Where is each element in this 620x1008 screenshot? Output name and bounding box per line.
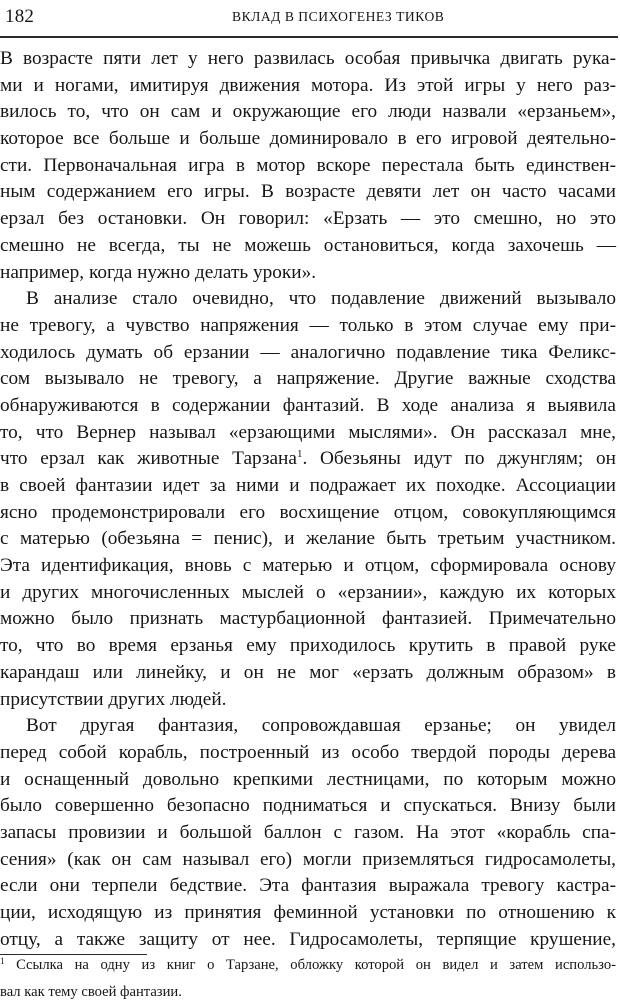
text-line: отцу, а также защиту от нее. Гидросамолеты, терпящие крушение, xyxy=(0,928,616,950)
text-line: ерзал без остановки. Он говорил: «Ерзать — это смешно, но это xyxy=(0,208,616,230)
text-line: сти. Первоначальная игра в мотор вскоре перестала быть единствен- xyxy=(0,154,616,176)
text-line: ясно продемонстрировали его восхищение отцом, совокупляющимся xyxy=(0,501,616,523)
text-line: присутствии других людей. xyxy=(0,688,227,710)
text-line: ным содержанием его игры. В возрасте девяти лет он часто часами xyxy=(0,181,616,203)
text-line: обнаруживаются в содержании фантазий. В ходе анализа я выявила xyxy=(0,394,616,416)
text-line: сом вызывало не тревогу, а напряжение. Другие важные сходства xyxy=(0,368,616,390)
text-line: карандаш или линейку, и он не мог «ерзать должным образом» в xyxy=(0,661,616,683)
text-line: перед собой корабль, построенный из особо твердой породы дерева xyxy=(0,741,616,763)
text-line: В анализе стало очевидно, что подавление движений вызывало xyxy=(26,288,616,310)
footnote-text: Ссылка на одну из книг о Тарзане, обложку которой он видел и затем использо- xyxy=(4,957,616,973)
footnote-reference[interactable]: 1 xyxy=(296,448,303,461)
text-line: ходилось думать об ерзании — аналогично подавление тика Феликс- xyxy=(0,341,616,363)
text-line: ми и ногами, имитируя движения мотора. Из этой игры у него раз- xyxy=(0,74,616,96)
text-line: ции, исходящую из принятия феминной установки по отношению к xyxy=(0,902,616,923)
text-line: можно было признать мастурбационной фантазией. Примечательно xyxy=(0,608,616,630)
text-line: например, когда нужно делать уроки». xyxy=(0,261,317,283)
footnote-line: вал как тему своей фантазии. xyxy=(0,983,182,1000)
running-title: ВКЛАД В ПСИХОГЕНЕЗ ТИКОВ xyxy=(232,9,445,24)
page-number: 182 xyxy=(5,6,35,27)
text-line: вилось то, что он сам и окружающие его люди назвали «ерзаньем», xyxy=(0,101,616,123)
text-segment: . Обезьяны идут по джунглям; он xyxy=(302,448,616,470)
text-line: которое все больше и больше доминировало в его игровой деятельно- xyxy=(0,128,616,150)
page-header xyxy=(0,0,620,40)
text-line: с матерью (обезьяна = пенис), и желание быть третьим участником. xyxy=(0,528,616,550)
text-line: и оснащенный довольно крепкими лестницами, по которым можно xyxy=(0,768,616,790)
text-line: запасы провизии и большой баллон с газом. На этот «корабль спа- xyxy=(0,821,616,843)
text-line: то, что Вернер называл «ерзающими мыслями». Он рассказал мне, xyxy=(0,421,616,443)
header-rule xyxy=(0,36,618,38)
footnote xyxy=(0,955,616,1008)
text-line: и других многочисленных мыслей о «ерзании», каждую их которых xyxy=(0,581,616,603)
text-line: было совершенно безопасно подниматься и спускаться. Внизу были xyxy=(0,795,616,817)
text-line: не тревогу, а чувство напряжения — только в этом случае ему при- xyxy=(0,314,616,336)
footnote-line xyxy=(0,955,616,982)
body-text xyxy=(0,46,616,953)
text-segment: что ерзал как животные Тарзана xyxy=(0,448,297,470)
footnote-marker: 1 xyxy=(0,956,5,966)
text-line: сения» (как он сам называл его) могли приземляться гидросамолеты, xyxy=(0,848,616,870)
text-line: в своей фантазии идет за ними и подражает их походке. Ассоциации xyxy=(0,475,616,496)
text-line: Эта идентификация, вновь с матерью и отцом, сформировала основу xyxy=(0,555,616,577)
text-line: Вот другая фантазия, сопровождавшая ерзанье; он увидел xyxy=(26,715,616,737)
text-line: В возрасте пяти лет у него развилась особая привычка двигать рука- xyxy=(0,48,616,69)
text-line: если они терпели бедствие. Эта фантазия выражала тревогу кастра- xyxy=(0,875,616,897)
text-line-with-footnote-ref xyxy=(0,446,616,473)
text-line: то, что во время ерзанья ему приходилось крутить в правой руке xyxy=(0,635,616,657)
text-line: смешно не всегда, ты не можешь остановиться, когда захочешь — xyxy=(0,234,616,256)
